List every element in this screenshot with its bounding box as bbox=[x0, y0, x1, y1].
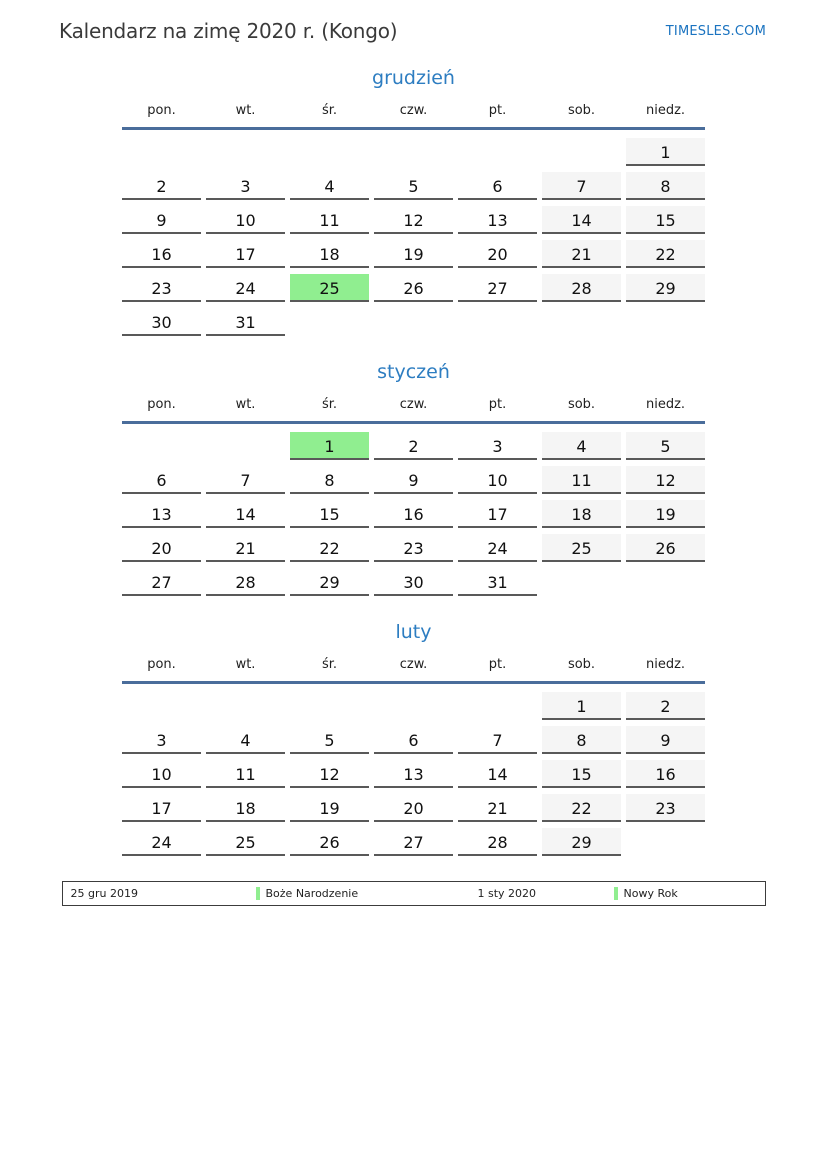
day-cell: 15 bbox=[290, 500, 369, 528]
holiday-marker-icon bbox=[256, 887, 260, 900]
empty-cell bbox=[374, 692, 453, 720]
day-cell: 14 bbox=[206, 500, 285, 528]
day-cell: 26 bbox=[290, 828, 369, 856]
day-cell: 8 bbox=[626, 172, 705, 200]
holiday-day-cell: 25 bbox=[290, 274, 369, 302]
month-section bbox=[122, 67, 705, 336]
empty-cell bbox=[542, 308, 621, 336]
day-cell: 20 bbox=[458, 240, 537, 268]
weekday-label: sob. bbox=[567, 657, 596, 672]
day-cell: 26 bbox=[374, 274, 453, 302]
weekday-label: czw. bbox=[399, 657, 428, 672]
month-title: styczeń bbox=[377, 361, 450, 383]
weekday-header-row bbox=[122, 657, 705, 684]
brand-link[interactable]: TIMESLES.COM bbox=[665, 24, 766, 39]
empty-cell bbox=[542, 138, 621, 166]
empty-cell bbox=[542, 568, 621, 596]
day-cell: 7 bbox=[458, 726, 537, 754]
empty-cell bbox=[458, 308, 537, 336]
day-cell: 13 bbox=[122, 500, 201, 528]
day-cell: 12 bbox=[626, 466, 705, 494]
day-cell: 24 bbox=[206, 274, 285, 302]
day-cell: 19 bbox=[374, 240, 453, 268]
day-cell: 27 bbox=[458, 274, 537, 302]
legend-item bbox=[614, 887, 765, 900]
weekday-label: pon. bbox=[147, 397, 176, 412]
weekday-label: wt. bbox=[235, 657, 256, 672]
weekday-label: sob. bbox=[567, 397, 596, 412]
weekday-label: niedz. bbox=[645, 397, 686, 412]
day-cell: 4 bbox=[206, 726, 285, 754]
day-cell: 20 bbox=[122, 534, 201, 562]
day-cell: 23 bbox=[626, 794, 705, 822]
empty-cell bbox=[374, 308, 453, 336]
holiday-day-cell: 1 bbox=[290, 432, 369, 460]
day-cell: 4 bbox=[542, 432, 621, 460]
day-cell: 5 bbox=[374, 172, 453, 200]
day-cell: 16 bbox=[122, 240, 201, 268]
day-cell: 22 bbox=[626, 240, 705, 268]
day-cell: 18 bbox=[542, 500, 621, 528]
empty-cell bbox=[122, 432, 201, 460]
day-cell: 7 bbox=[206, 466, 285, 494]
empty-cell bbox=[290, 308, 369, 336]
empty-cell bbox=[458, 138, 537, 166]
day-cell: 18 bbox=[290, 240, 369, 268]
day-cell: 2 bbox=[626, 692, 705, 720]
legend-date: 25 gru 2019 bbox=[70, 887, 138, 900]
holiday-marker-icon bbox=[614, 887, 618, 900]
day-cell: 8 bbox=[290, 466, 369, 494]
day-cell: 5 bbox=[626, 432, 705, 460]
empty-cell bbox=[626, 308, 705, 336]
month-section bbox=[122, 621, 705, 856]
day-cell: 24 bbox=[122, 828, 201, 856]
weekday-label: pt. bbox=[488, 657, 507, 672]
weekday-label: śr. bbox=[321, 397, 338, 412]
month-title: grudzień bbox=[372, 67, 455, 89]
day-cell: 23 bbox=[122, 274, 201, 302]
day-cell: 18 bbox=[206, 794, 285, 822]
day-cell: 14 bbox=[458, 760, 537, 788]
weekday-label: czw. bbox=[399, 103, 428, 118]
day-cell: 28 bbox=[206, 568, 285, 596]
weekday-label: pt. bbox=[488, 397, 507, 412]
day-cell: 21 bbox=[206, 534, 285, 562]
day-cell: 17 bbox=[206, 240, 285, 268]
day-cell: 1 bbox=[626, 138, 705, 166]
empty-cell bbox=[290, 138, 369, 166]
day-cell: 21 bbox=[542, 240, 621, 268]
day-cell: 10 bbox=[206, 206, 285, 234]
day-cell: 17 bbox=[458, 500, 537, 528]
day-cell: 7 bbox=[542, 172, 621, 200]
day-cell: 23 bbox=[374, 534, 453, 562]
day-cell: 15 bbox=[626, 206, 705, 234]
day-cell: 31 bbox=[458, 568, 537, 596]
page-title: Kalendarz na zimę 2020 r. (Kongo) bbox=[59, 19, 398, 43]
day-cell: 13 bbox=[458, 206, 537, 234]
weekday-label: pt. bbox=[488, 103, 507, 118]
empty-cell bbox=[206, 692, 285, 720]
day-cell: 8 bbox=[542, 726, 621, 754]
month-grid bbox=[122, 432, 705, 596]
empty-cell bbox=[458, 692, 537, 720]
day-cell: 29 bbox=[542, 828, 621, 856]
day-cell: 11 bbox=[206, 760, 285, 788]
weekday-label: czw. bbox=[399, 397, 428, 412]
day-cell: 29 bbox=[626, 274, 705, 302]
weekday-label: niedz. bbox=[645, 103, 686, 118]
empty-cell bbox=[122, 138, 201, 166]
day-cell: 22 bbox=[542, 794, 621, 822]
day-cell: 10 bbox=[458, 466, 537, 494]
day-cell: 26 bbox=[626, 534, 705, 562]
weekday-header-row bbox=[122, 103, 705, 130]
weekday-label: wt. bbox=[235, 397, 256, 412]
weekday-label: śr. bbox=[321, 657, 338, 672]
day-cell: 13 bbox=[374, 760, 453, 788]
weekday-label: wt. bbox=[235, 103, 256, 118]
legend-label: Nowy Rok bbox=[623, 887, 678, 900]
day-cell: 9 bbox=[374, 466, 453, 494]
day-cell: 4 bbox=[290, 172, 369, 200]
day-cell: 25 bbox=[542, 534, 621, 562]
day-cell: 11 bbox=[290, 206, 369, 234]
day-cell: 16 bbox=[374, 500, 453, 528]
day-cell: 30 bbox=[374, 568, 453, 596]
day-cell: 1 bbox=[542, 692, 621, 720]
weekday-label: sob. bbox=[567, 103, 596, 118]
day-cell: 12 bbox=[290, 760, 369, 788]
legend-date: 1 sty 2020 bbox=[477, 887, 537, 900]
month-section bbox=[122, 361, 705, 596]
page-header bbox=[0, 0, 827, 43]
day-cell: 10 bbox=[122, 760, 201, 788]
day-cell: 15 bbox=[542, 760, 621, 788]
day-cell: 31 bbox=[206, 308, 285, 336]
day-cell: 19 bbox=[626, 500, 705, 528]
empty-cell bbox=[626, 828, 705, 856]
weekday-label: pon. bbox=[147, 657, 176, 672]
day-cell: 17 bbox=[122, 794, 201, 822]
day-cell: 2 bbox=[122, 172, 201, 200]
empty-cell bbox=[626, 568, 705, 596]
day-cell: 28 bbox=[542, 274, 621, 302]
day-cell: 6 bbox=[374, 726, 453, 754]
month-grid bbox=[122, 138, 705, 336]
legend-item bbox=[256, 887, 470, 900]
day-cell: 6 bbox=[122, 466, 201, 494]
weekday-label: pon. bbox=[147, 103, 176, 118]
empty-cell bbox=[374, 138, 453, 166]
day-cell: 21 bbox=[458, 794, 537, 822]
holiday-legend bbox=[62, 881, 766, 906]
day-cell: 9 bbox=[626, 726, 705, 754]
weekday-header-row bbox=[122, 397, 705, 424]
empty-cell bbox=[122, 692, 201, 720]
day-cell: 2 bbox=[374, 432, 453, 460]
day-cell: 25 bbox=[206, 828, 285, 856]
day-cell: 3 bbox=[206, 172, 285, 200]
day-cell: 14 bbox=[542, 206, 621, 234]
weekday-label: śr. bbox=[321, 103, 338, 118]
day-cell: 30 bbox=[122, 308, 201, 336]
day-cell: 28 bbox=[458, 828, 537, 856]
month-grid bbox=[122, 692, 705, 856]
day-cell: 27 bbox=[374, 828, 453, 856]
day-cell: 9 bbox=[122, 206, 201, 234]
day-cell: 5 bbox=[290, 726, 369, 754]
day-cell: 11 bbox=[542, 466, 621, 494]
day-cell: 24 bbox=[458, 534, 537, 562]
day-cell: 29 bbox=[290, 568, 369, 596]
day-cell: 3 bbox=[122, 726, 201, 754]
day-cell: 22 bbox=[290, 534, 369, 562]
day-cell: 6 bbox=[458, 172, 537, 200]
day-cell: 19 bbox=[290, 794, 369, 822]
day-cell: 27 bbox=[122, 568, 201, 596]
day-cell: 16 bbox=[626, 760, 705, 788]
empty-cell bbox=[206, 432, 285, 460]
month-title: luty bbox=[395, 621, 432, 643]
empty-cell bbox=[206, 138, 285, 166]
weekday-label: niedz. bbox=[645, 657, 686, 672]
day-cell: 20 bbox=[374, 794, 453, 822]
day-cell: 12 bbox=[374, 206, 453, 234]
empty-cell bbox=[290, 692, 369, 720]
calendar-container bbox=[122, 67, 705, 856]
day-cell: 3 bbox=[458, 432, 537, 460]
legend-label: Boże Narodzenie bbox=[265, 887, 359, 900]
